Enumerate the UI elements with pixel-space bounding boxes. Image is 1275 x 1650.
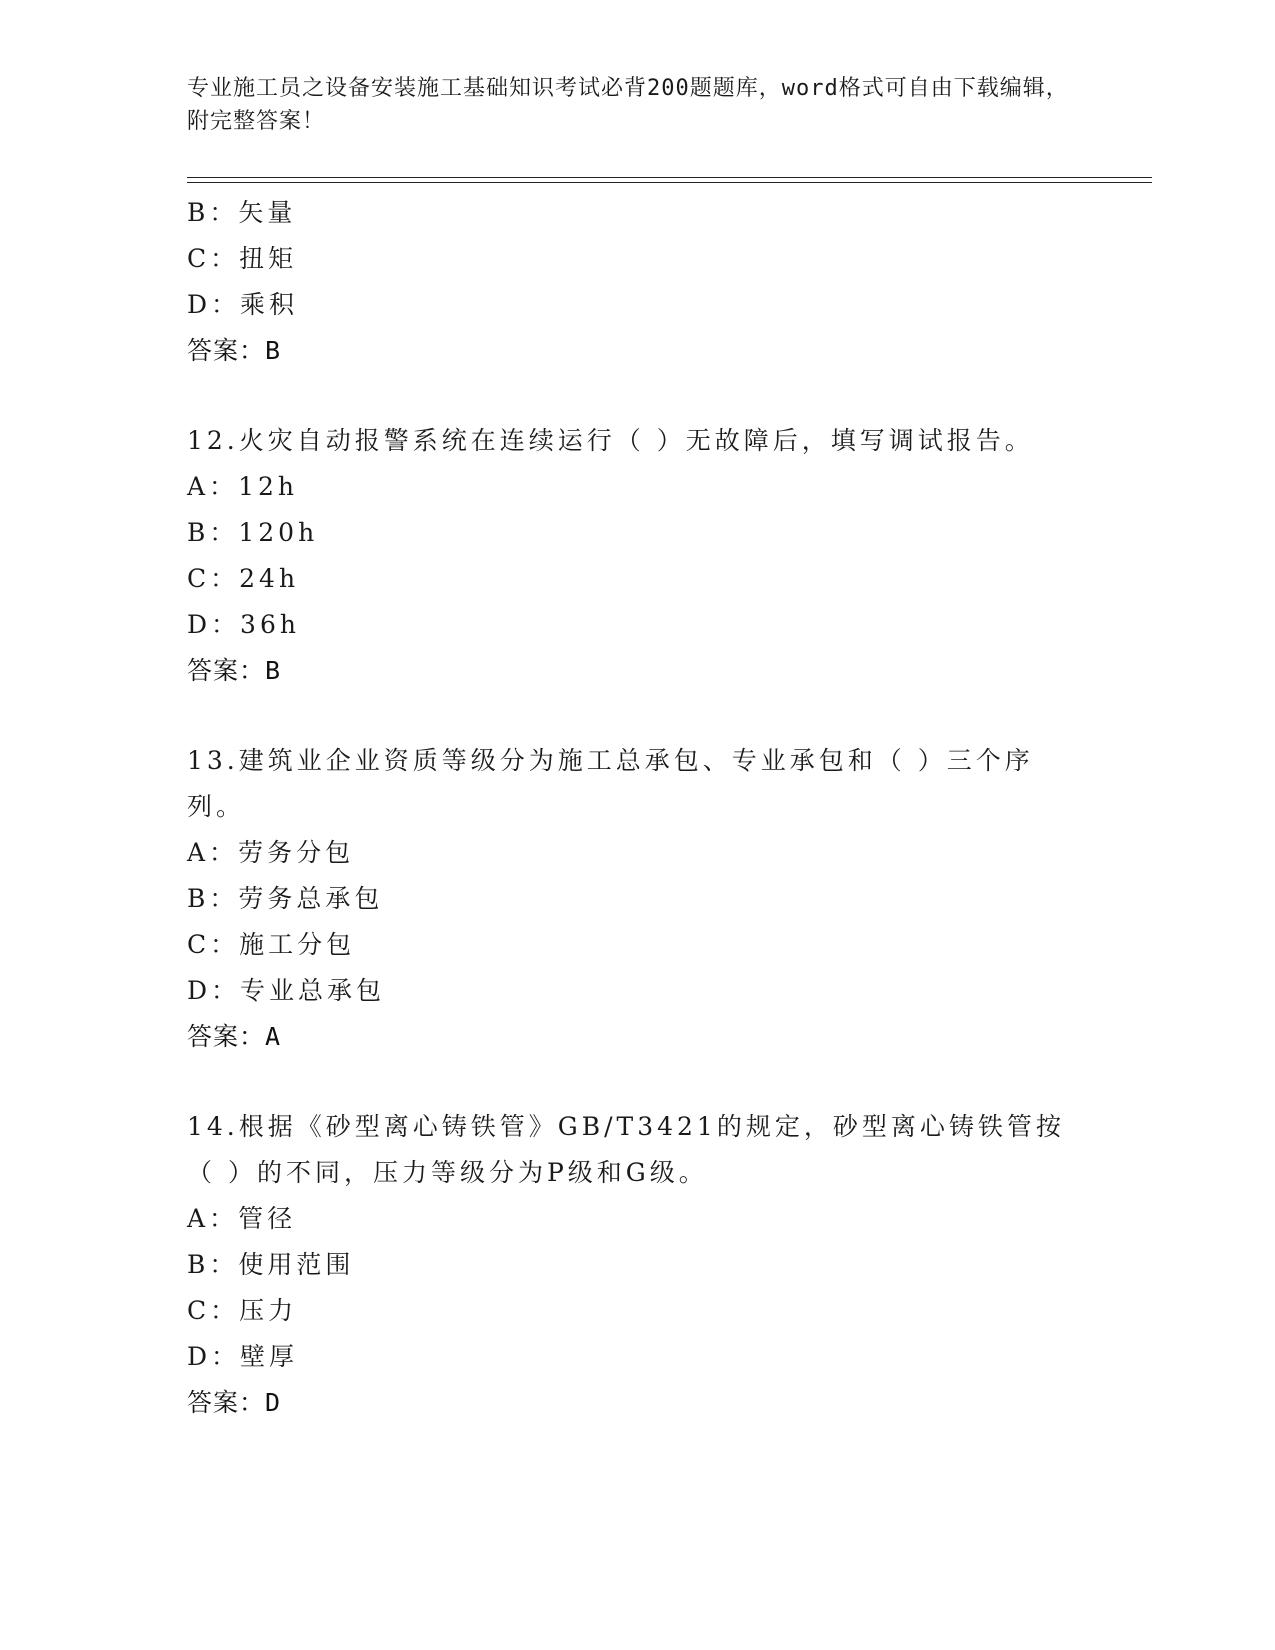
document-header (187, 72, 1087, 138)
option-b: B：使用范围 (187, 1250, 355, 1279)
question-stem: 13.建筑业企业资质等级分为施工总承包、专业承包和（ ）三个序列。 (187, 746, 1034, 821)
question-14 (187, 1104, 1087, 1426)
answer-line: 答案：D (187, 1388, 282, 1417)
option-a: A：管径 (187, 1204, 297, 1233)
question-partial (187, 190, 1087, 374)
answer-line: 答案：A (187, 1022, 282, 1051)
option-c: C：压力 (187, 1296, 298, 1325)
option-d: D：36h (187, 610, 300, 639)
option-d: D：专业总承包 (187, 976, 386, 1005)
option-b: B：矢量 (187, 198, 297, 227)
header-rule-top (187, 177, 1152, 178)
option-c: C：扭矩 (187, 244, 298, 273)
option-b: B：120h (187, 518, 319, 547)
header-rule-bottom (187, 182, 1152, 183)
question-12 (187, 418, 1087, 694)
option-d: D：壁厚 (187, 1342, 299, 1371)
question-stem: 14.根据《砂型离心铸铁管》GB/T3421的规定，砂型离心铸铁管按（ ）的不同，压力等级分为P级和G级。 (187, 1112, 1065, 1187)
option-c: C：施工分包 (187, 930, 356, 959)
question-stem: 12.火灾自动报警系统在连续运行（ ）无故障后，填写调试报告。 (187, 426, 1034, 455)
option-c: C：24h (187, 564, 300, 593)
option-d: D：乘积 (187, 290, 299, 319)
header-title: 专业施工员之设备安装施工基础知识考试必背200题题库，word格式可自由下载编辑，附完整答案！ (187, 76, 1069, 134)
document-body (187, 190, 1087, 1426)
question-13 (187, 738, 1087, 1060)
option-a: A：劳务分包 (187, 838, 355, 867)
option-a: A：12h (187, 472, 298, 501)
option-b: B：劳务总承包 (187, 884, 384, 913)
answer-line: 答案：B (187, 336, 282, 365)
answer-line: 答案：B (187, 656, 282, 685)
